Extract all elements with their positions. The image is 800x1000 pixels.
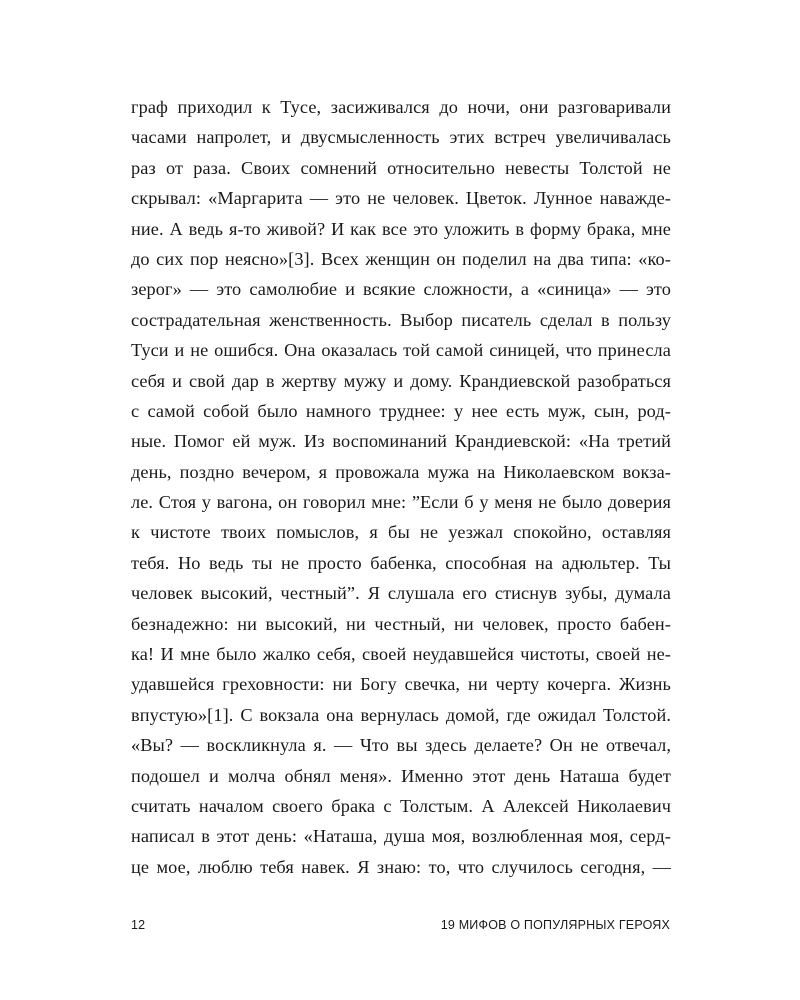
text-line: тебя. Но ведь ты не просто бабенка, способная на адюльтер. Ты <box>131 552 671 573</box>
text-line: с самой собой было намного труднее: у нее есть муж, сын, род- <box>131 400 671 421</box>
text-line: ные. Помог ей муж. Из воспоминаний Крандиевской: «На третий <box>131 431 671 452</box>
text-line: скрывал: «Маргарита — это не человек. Цветок. Лунное наважде- <box>131 188 671 209</box>
text-line: себя и свой дар в жертву мужу и дому. Крандиевской разобраться <box>131 370 671 391</box>
text-line: считать началом своего брака с Толстым. А Алексей Николаевич <box>131 795 671 816</box>
text-line: граф приходил к Тусе, засиживался до ночи, они разговаривали <box>131 97 671 117</box>
text-line: «Вы? — воскликнула я. — Что вы здесь делаете? Он не отвечал, <box>131 735 671 756</box>
running-title: 19 МИФОВ О ПОПУЛЯРНЫХ ГЕРОЯХ <box>440 918 670 932</box>
text-line: человек высокий, честный”. Я слушала его стиснув зубы, думала <box>131 583 671 604</box>
text-line: зерог» — это самолюбие и всякие сложности, а «синица» — это <box>131 279 671 300</box>
text-line: до сих пор неясно»[3]. Всех женщин он поделил на два типа: «ко- <box>131 248 671 269</box>
text-line: ле. Стоя у вагона, он говорил мне: ”Если б у меня не было доверия <box>131 492 671 513</box>
text-line: ние. А ведь я-то живой? И как все это уложить в форму брака, мне <box>131 218 671 239</box>
body-text <box>131 92 671 882</box>
text-line: це мое, люблю тебя навек. Я знаю: то, что случилось сегодня, — <box>131 856 671 877</box>
text-line: подошел и молча обнял меня». Именно этот день Наташа будет <box>131 765 671 786</box>
text-line: Туси и не ошибся. Она оказалась той самой синицей, что принесла <box>131 340 671 361</box>
text-line: раз от раза. Своих сомнений относительно невесты Толстой не <box>131 157 671 178</box>
text-line: безнадежно: ни высокий, ни честный, ни человек, просто бабен- <box>131 613 671 634</box>
text-line: сострадательная женственность. Выбор писатель сделал в пользу <box>131 309 671 330</box>
text-line: впустую»[1]. С вокзала она вернулась домой, где ожидал Толстой. <box>131 704 671 725</box>
text-line: написал в этот день: «Наташа, душа моя, возлюбленная моя, серд- <box>131 826 671 847</box>
text-line: часами напролет, и двусмысленность этих встреч увеличивалась <box>131 127 671 148</box>
page-number: 12 <box>131 918 146 932</box>
text-line: день, поздно вечером, я провожала мужа на Николаевском вокза- <box>131 461 671 482</box>
text-line: к чистоте твоих помыслов, я бы не уезжал спокойно, оставляя <box>131 522 671 543</box>
text-line: удавшейся греховности: ни Богу свечка, ни черту кочерга. Жизнь <box>131 674 671 695</box>
text-line: ка! И мне было жалко себя, своей неудавшейся чистоты, своей не- <box>131 644 671 665</box>
